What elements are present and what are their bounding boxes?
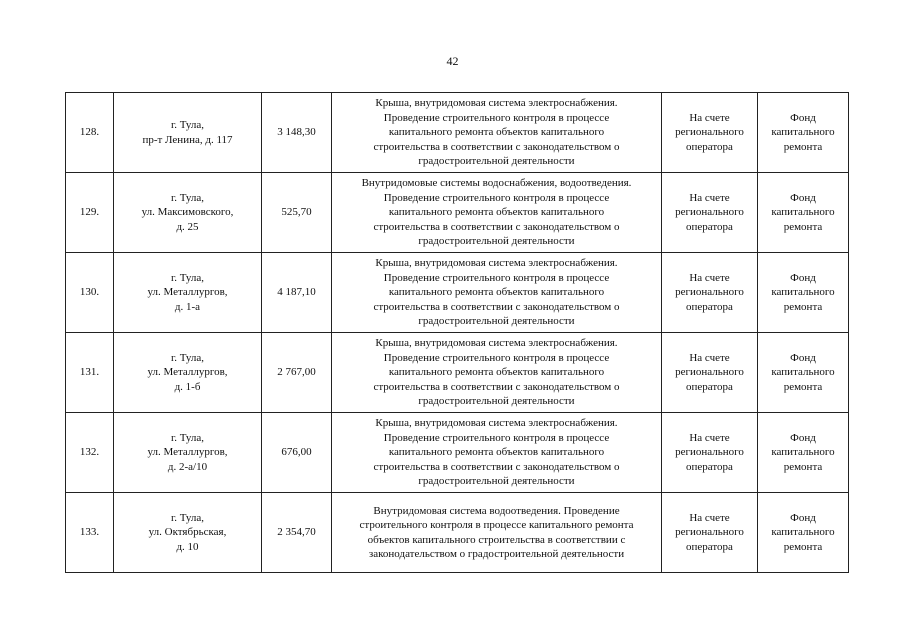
works-description-cell-line: капитального ремонта объектов капитального xyxy=(388,366,605,379)
funding-source-cell-line: капитального xyxy=(771,206,835,219)
works-description-cell-line: Проведение строительного контроля в процессе xyxy=(383,271,610,284)
address-cell-line: ул. Металлургов, xyxy=(147,366,228,379)
address-cell xyxy=(114,413,262,493)
works-description-cell-line: Крыша, внутридомовая система электроснабжения. xyxy=(375,337,618,350)
address-cell-line: д. 10 xyxy=(176,540,199,553)
works-description-cell xyxy=(332,93,662,173)
funding-account-cell-line: оператора xyxy=(686,380,733,393)
funding-source-cell-line: Фонд xyxy=(790,111,816,124)
works-description-cell xyxy=(332,253,662,333)
funding-account-cell-line: На счете xyxy=(689,191,730,204)
works-description-cell-line: Проведение строительного контроля в процессе xyxy=(383,431,610,444)
works-description-cell-line: капитального ремонта объектов капитального xyxy=(388,126,605,139)
funding-source-cell xyxy=(758,93,849,173)
funding-source-cell-line: капитального xyxy=(771,286,835,299)
works-description-cell-line: градостроительной деятельности xyxy=(418,395,575,408)
works-description-cell-line: градостроительной деятельности xyxy=(418,235,575,248)
works-description-cell-line: градостроительной деятельности xyxy=(418,475,575,488)
funding-source-cell-line: ремонта xyxy=(783,380,823,393)
funding-source-cell-line: Фонд xyxy=(790,191,816,204)
works-description-cell xyxy=(332,333,662,413)
funding-source-cell-line: ремонта xyxy=(783,220,823,233)
works-description-cell-line: Проведение строительного контроля в процессе xyxy=(383,191,610,204)
page-number: 42 xyxy=(446,54,459,68)
funding-source-cell-line: Фонд xyxy=(790,511,816,524)
works-description-cell-line: строительства в соответствии с законодательством о xyxy=(373,140,620,153)
address-cell xyxy=(114,253,262,333)
funding-source-cell-line: капитального xyxy=(771,526,835,539)
works-description-cell-line: Проведение строительного контроля в процессе xyxy=(383,111,610,124)
funding-account-cell-line: регионального xyxy=(675,286,744,299)
address-cell-line: д. 25 xyxy=(176,220,199,233)
works-description-cell-line: капитального ремонта объектов капитального xyxy=(388,206,605,219)
works-description-cell-line: Крыша, внутридомовая система электроснабжения. xyxy=(375,257,618,270)
funding-source-cell-line: Фонд xyxy=(790,431,816,444)
funding-account-cell-line: оператора xyxy=(686,300,733,313)
funding-source-cell-line: капитального xyxy=(771,446,835,459)
funding-account-cell-line: регионального xyxy=(675,446,744,459)
works-description-cell-line: строительства в соответствии с законодательством о xyxy=(373,300,620,313)
table-row xyxy=(66,333,849,413)
funding-account-cell-line: оператора xyxy=(686,540,733,553)
works-description-cell-line: строительного контроля в процессе капитального ремонта xyxy=(359,519,634,531)
funding-account-cell-line: оператора xyxy=(686,220,733,233)
table-row xyxy=(66,413,849,493)
funding-account-cell-line: регионального xyxy=(675,366,744,379)
funding-account-cell-line: регионального xyxy=(675,526,744,539)
address-cell-line: г. Тула, xyxy=(170,351,205,364)
cost-cell: 676,00 xyxy=(262,413,332,493)
funding-source-cell xyxy=(758,173,849,253)
funding-account-cell xyxy=(662,493,758,573)
address-cell xyxy=(114,173,262,253)
table-row xyxy=(66,253,849,333)
funding-source-cell-line: Фонд xyxy=(790,271,816,284)
works-description-cell-line: капитального ремонта объектов капитального xyxy=(388,446,605,459)
funding-account-cell-line: оператора xyxy=(686,140,733,153)
row-number: 128. xyxy=(66,93,114,173)
cost-cell: 3 148,30 xyxy=(262,93,332,173)
table-row xyxy=(66,493,849,573)
funding-account-cell-line: На счете xyxy=(689,431,730,444)
works-description-cell-line: градостроительной деятельности xyxy=(418,155,575,168)
row-number: 132. xyxy=(66,413,114,493)
funding-account-cell-line: регионального xyxy=(675,206,744,219)
works-description-cell-line: градостроительной деятельности xyxy=(418,315,575,328)
works-description-cell-line: строительства в соответствии с законодательством о xyxy=(373,380,620,393)
address-cell-line: г. Тула, xyxy=(170,191,205,204)
address-cell xyxy=(114,93,262,173)
funding-source-cell-line: капитального xyxy=(771,366,835,379)
cost-cell: 2 767,00 xyxy=(262,333,332,413)
row-number: 129. xyxy=(66,173,114,253)
works-description-cell-line: законодательством о градостроительной деятельности xyxy=(368,548,625,560)
funding-source-cell-line: капитального xyxy=(771,126,835,139)
table-row xyxy=(66,93,849,173)
funding-account-cell xyxy=(662,173,758,253)
works-description-cell-line: Внутридомовая система водоотведения. Проведение xyxy=(373,504,620,517)
funding-source-cell xyxy=(758,493,849,573)
address-cell-line: ул. Металлургов, xyxy=(147,286,228,299)
address-cell-line: ул. Октябрьская, xyxy=(148,526,227,539)
address-cell-line: г. Тула, xyxy=(170,511,205,524)
funding-source-cell-line: ремонта xyxy=(783,540,823,553)
funding-account-cell xyxy=(662,333,758,413)
address-cell-line: г. Тула, xyxy=(170,119,205,131)
funding-account-cell-line: регионального xyxy=(675,126,744,139)
row-number: 133. xyxy=(66,493,114,573)
cost-cell: 2 354,70 xyxy=(262,493,332,573)
address-cell xyxy=(114,493,262,573)
table-body xyxy=(66,93,849,573)
funding-source-cell-line: ремонта xyxy=(783,460,823,473)
funding-source-cell-line: ремонта xyxy=(783,140,823,153)
address-cell-line: д. 2-а/10 xyxy=(167,460,208,473)
funding-account-cell xyxy=(662,253,758,333)
cost-cell: 4 187,10 xyxy=(262,253,332,333)
address-cell-line: г. Тула, xyxy=(170,431,205,444)
address-cell-line: ул. Максимовского, xyxy=(141,206,234,219)
funding-account-cell xyxy=(662,413,758,493)
works-description-cell-line: Проведение строительного контроля в процессе xyxy=(383,351,610,364)
works-description-cell-line: объектов капитального строительства в соответствии с xyxy=(367,533,626,546)
funding-source-cell-line: Фонд xyxy=(790,351,816,364)
row-number: 131. xyxy=(66,333,114,413)
works-description-cell-line: Крыша, внутридомовая система электроснабжения. xyxy=(375,97,618,110)
funding-account-cell-line: На счете xyxy=(689,111,730,124)
address-cell-line: д. 1-б xyxy=(174,380,201,393)
table-row xyxy=(66,173,849,253)
address-cell-line: пр-т Ленина, д. 117 xyxy=(142,133,233,146)
funding-account-cell-line: На счете xyxy=(689,351,730,364)
works-description-cell xyxy=(332,493,662,573)
address-cell-line: д. 1-а xyxy=(174,300,201,313)
row-number: 130. xyxy=(66,253,114,333)
funding-source-cell xyxy=(758,413,849,493)
works-description-cell-line: Крыша, внутридомовая система электроснабжения. xyxy=(375,417,618,430)
address-cell-line: ул. Металлургов, xyxy=(147,446,228,459)
repair-works-table xyxy=(65,92,849,573)
funding-account-cell-line: На счете xyxy=(689,511,730,524)
works-description-cell-line: Внутридомовые системы водоснабжения, водоотведения. xyxy=(361,177,632,190)
cost-cell: 525,70 xyxy=(262,173,332,253)
works-description-cell-line: строительства в соответствии с законодательством о xyxy=(373,220,620,233)
funding-source-cell xyxy=(758,333,849,413)
address-cell xyxy=(114,333,262,413)
works-description-cell-line: капитального ремонта объектов капитального xyxy=(388,286,605,299)
address-cell-line: г. Тула, xyxy=(170,271,205,284)
works-description-cell xyxy=(332,413,662,493)
funding-source-cell xyxy=(758,253,849,333)
funding-source-cell-line: ремонта xyxy=(783,300,823,313)
works-description-cell-line: строительства в соответствии с законодательством о xyxy=(373,460,620,473)
works-description-cell xyxy=(332,173,662,253)
funding-account-cell-line: На счете xyxy=(689,271,730,284)
funding-account-cell xyxy=(662,93,758,173)
funding-account-cell-line: оператора xyxy=(686,460,733,473)
